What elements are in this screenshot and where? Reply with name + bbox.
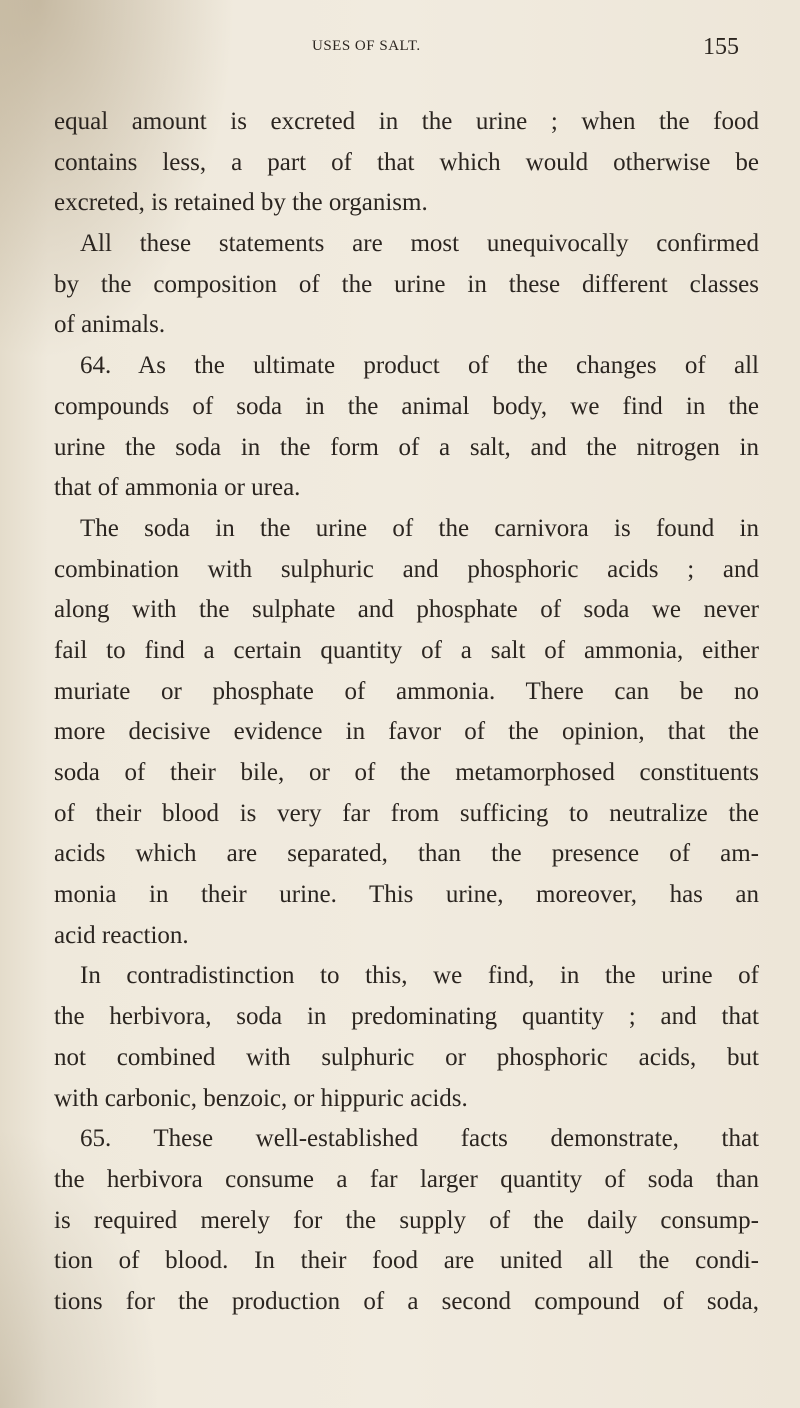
text-line: not combined with sulphuric or phosphoric acids, but [54, 1043, 759, 1071]
text-line: excreted, is retained by the organism. [54, 189, 428, 217]
text-line: compounds of soda in the animal body, we find in the [54, 392, 759, 420]
text-line: soda of their bile, or of the metamorphosed constituents [54, 759, 759, 786]
text-line: muriate or phosphate of ammonia. There can be no [54, 677, 759, 705]
text-line: along with the sulphate and phosphate of soda we never [54, 596, 759, 624]
text-line: of their blood is very far from sufficing to neutralize the [54, 799, 759, 827]
text-line: equal amount is excreted in the urine ; when the food [54, 108, 759, 135]
text-line: that of ammonia or urea. [54, 474, 301, 502]
text-line: 64. As the ultimate product of the changes of all [80, 352, 759, 380]
body-text [54, 102, 759, 1323]
text-line: the herbivora consume a far larger quantity of soda than [54, 1165, 759, 1193]
running-header [0, 34, 800, 64]
text-line: urine the soda in the form of a salt, and the nitrogen in [54, 433, 759, 461]
text-line: combination with sulphuric and phosphoric acids ; and [54, 555, 759, 583]
text-line: of animals. [54, 311, 166, 339]
text-line: In contradistinction to this, we find, in the urine of [80, 962, 759, 990]
text-line: tions for the production of a second compound of soda, [54, 1287, 759, 1315]
text-line: monia in their urine. This urine, moreover, has an [54, 881, 759, 909]
text-line: tion of blood. In their food are united all the condi- [54, 1247, 759, 1275]
running-title: USES OF SALT. [312, 38, 421, 54]
text-line: The soda in the urine of the carnivora is found in [80, 514, 759, 542]
text-line: with carbonic, benzoic, or hippuric acids. [54, 1084, 468, 1112]
text-line: the herbivora, soda in predominating quantity ; and that [54, 1003, 759, 1031]
text-line: is required merely for the supply of the daily consump- [54, 1206, 759, 1234]
page-number: 155 [703, 34, 739, 60]
text-line: 65. These well-established facts demonstrate, that [80, 1125, 759, 1153]
text-line: All these statements are most unequivocally confirmed [80, 230, 759, 258]
text-line: contains less, a part of that which would otherwise be [54, 148, 759, 176]
text-line: acids which are separated, than the presence of am- [54, 840, 759, 868]
text-line: fail to find a certain quantity of a salt of ammonia, either [54, 636, 759, 664]
text-line: acid reaction. [54, 921, 189, 949]
text-line: by the composition of the urine in these different classes [54, 270, 759, 298]
text-line: more decisive evidence in favor of the opinion, that the [54, 718, 759, 746]
